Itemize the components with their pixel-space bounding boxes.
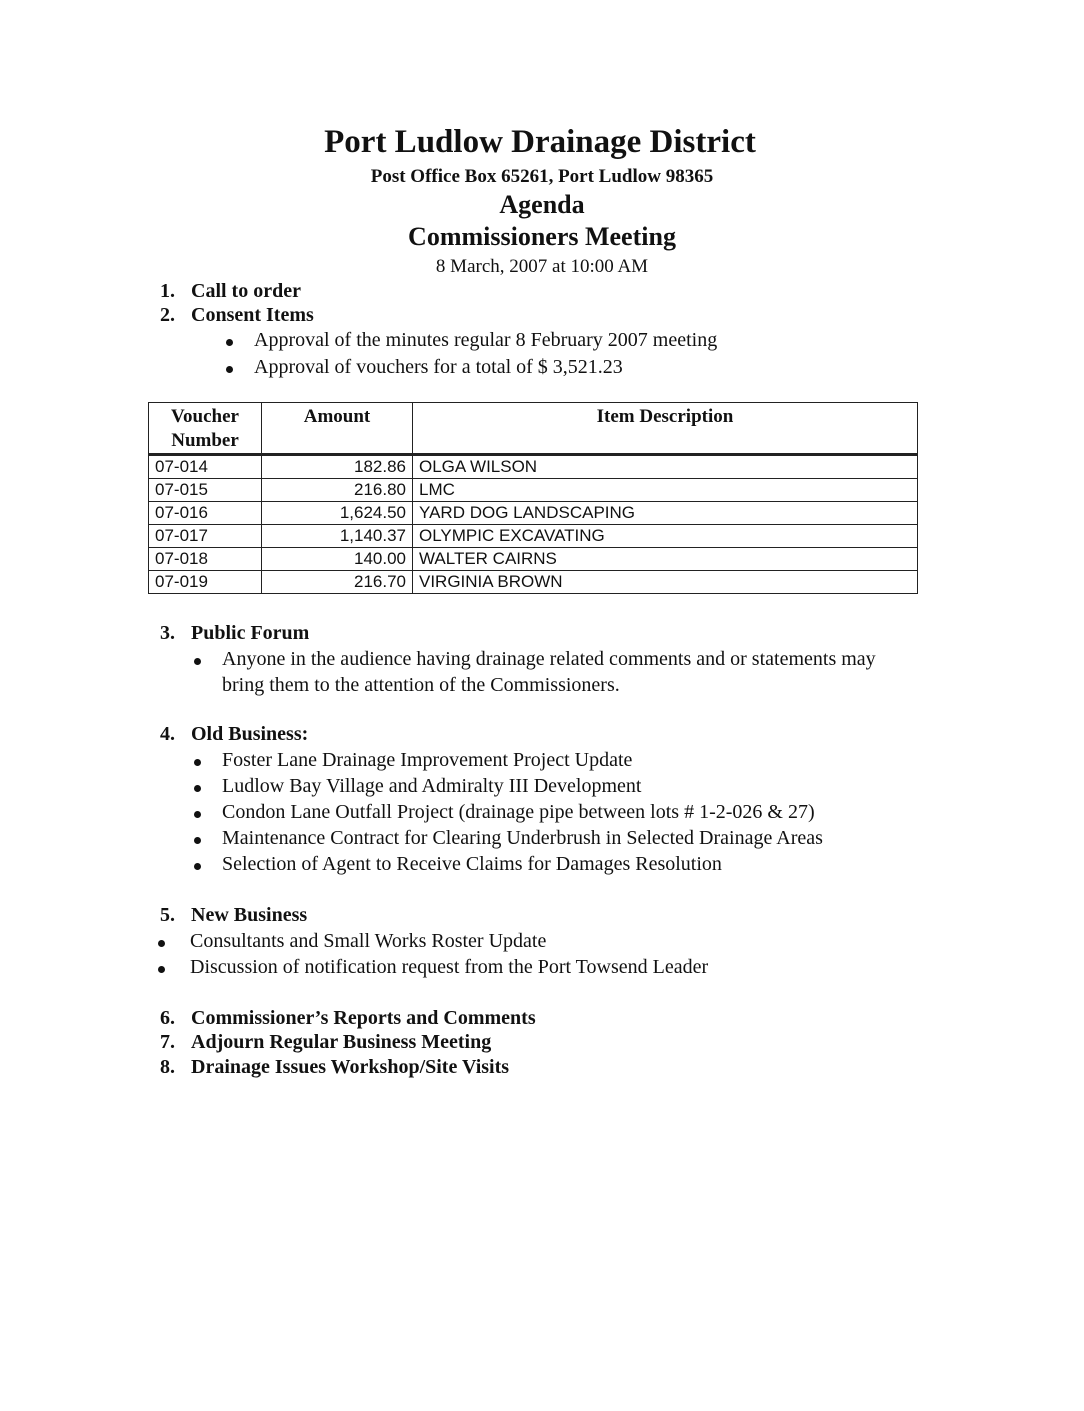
meeting-heading: Commissioners Meeting (408, 222, 676, 251)
bullet-icon (158, 940, 165, 947)
header-voucher-line1: Voucher (171, 406, 239, 427)
header-voucher-number (149, 403, 262, 455)
agenda-item-label: Adjourn Regular Business Meeting (191, 1031, 492, 1053)
agenda-item-number: 6. (160, 1007, 175, 1029)
bullet-icon (194, 759, 201, 766)
description-cell: VIRGINIA BROWN (413, 571, 918, 594)
meeting-datetime: 8 March, 2007 at 10:00 AM (435, 256, 649, 277)
bullet-icon (194, 658, 201, 665)
amount-cell: 1,140.37 (262, 525, 413, 548)
voucher-number-cell: 07-016 (149, 502, 262, 525)
header-voucher-line2: Number (171, 430, 239, 451)
agenda-item-number: 8. (160, 1056, 175, 1078)
voucher-number-cell: 07-017 (149, 525, 262, 548)
bullet-icon (226, 339, 233, 346)
bullet-text: bring them to the attention of the Commissioners. (222, 674, 620, 696)
bullet-text: Anyone in the audience having drainage related comments and or statements may (222, 648, 876, 670)
table-row (149, 571, 918, 594)
table-row (149, 548, 918, 571)
agenda-item-number: 5. (160, 904, 175, 926)
voucher-number-cell: 07-015 (149, 479, 262, 502)
bullet-text: Condon Lane Outfall Project (drainage pipe between lots # 1-2-026 & 27) (222, 801, 815, 823)
voucher-table (148, 402, 918, 594)
description-cell: WALTER CAIRNS (413, 548, 918, 571)
table-row (149, 479, 918, 502)
description-cell: YARD DOG LANDSCAPING (413, 502, 918, 525)
amount-cell: 216.70 (262, 571, 413, 594)
public-forum-bullet-continued (222, 674, 620, 697)
agenda-item-label: Drainage Issues Workshop/Site Visits (191, 1056, 510, 1078)
agenda-item-label: New Business (191, 904, 308, 926)
bullet-text: Ludlow Bay Village and Admiralty III Development (222, 775, 642, 797)
table-row (149, 525, 918, 548)
agenda-item-number: 1. (160, 280, 175, 302)
bullet-icon (194, 837, 201, 844)
table-row (149, 455, 918, 479)
agenda-item-number: 2. (160, 304, 175, 326)
bullet-text: Consultants and Small Works Roster Update (190, 930, 547, 952)
description-cell: LMC (413, 479, 918, 502)
bullet-icon (226, 366, 233, 373)
agenda-item-label: Commissioner’s Reports and Comments (191, 1007, 536, 1029)
amount-cell: 140.00 (262, 548, 413, 571)
amount-cell: 1,624.50 (262, 502, 413, 525)
agenda-item-label: Call to order (191, 280, 301, 302)
bullet-icon (158, 966, 165, 973)
district-address: Post Office Box 65261, Port Ludlow 98365 (370, 166, 714, 187)
bullet-icon (194, 863, 201, 870)
bullet-text: Approval of vouchers for a total of $ 3,521.23 (254, 356, 623, 378)
voucher-number-cell: 07-018 (149, 548, 262, 571)
description-cell: OLGA WILSON (413, 455, 918, 479)
amount-cell: 182.86 (262, 455, 413, 479)
header-item-description: Item Description (413, 403, 918, 455)
bullet-text: Maintenance Contract for Clearing Underbrush in Selected Drainage Areas (222, 827, 823, 849)
voucher-number-cell: 07-019 (149, 571, 262, 594)
amount-cell: 216.80 (262, 479, 413, 502)
header-amount: Amount (262, 403, 413, 455)
bullet-text: Discussion of notification request from the Port Towsend Leader (190, 956, 709, 978)
table-row (149, 502, 918, 525)
bullet-icon (194, 785, 201, 792)
voucher-table-header-row (149, 403, 918, 455)
agenda-item-number: 4. (160, 723, 175, 745)
bullet-icon (194, 811, 201, 818)
bullet-text: Foster Lane Drainage Improvement Project Update (222, 749, 633, 771)
bullet-text: Selection of Agent to Receive Claims for Damages Resolution (222, 853, 722, 875)
agenda-item-number: 7. (160, 1031, 175, 1053)
agenda-item-number: 3. (160, 622, 175, 644)
bullet-text: Approval of the minutes regular 8 February 2007 meeting (254, 329, 718, 351)
agenda-item-label: Public Forum (191, 622, 310, 644)
district-title: Port Ludlow Drainage District (324, 124, 756, 160)
document-type-heading: Agenda (499, 190, 585, 219)
description-cell: OLYMPIC EXCAVATING (413, 525, 918, 548)
voucher-number-cell: 07-014 (149, 455, 262, 479)
agenda-item-label: Consent Items (191, 304, 314, 326)
agenda-item-label: Old Business: (191, 723, 309, 745)
